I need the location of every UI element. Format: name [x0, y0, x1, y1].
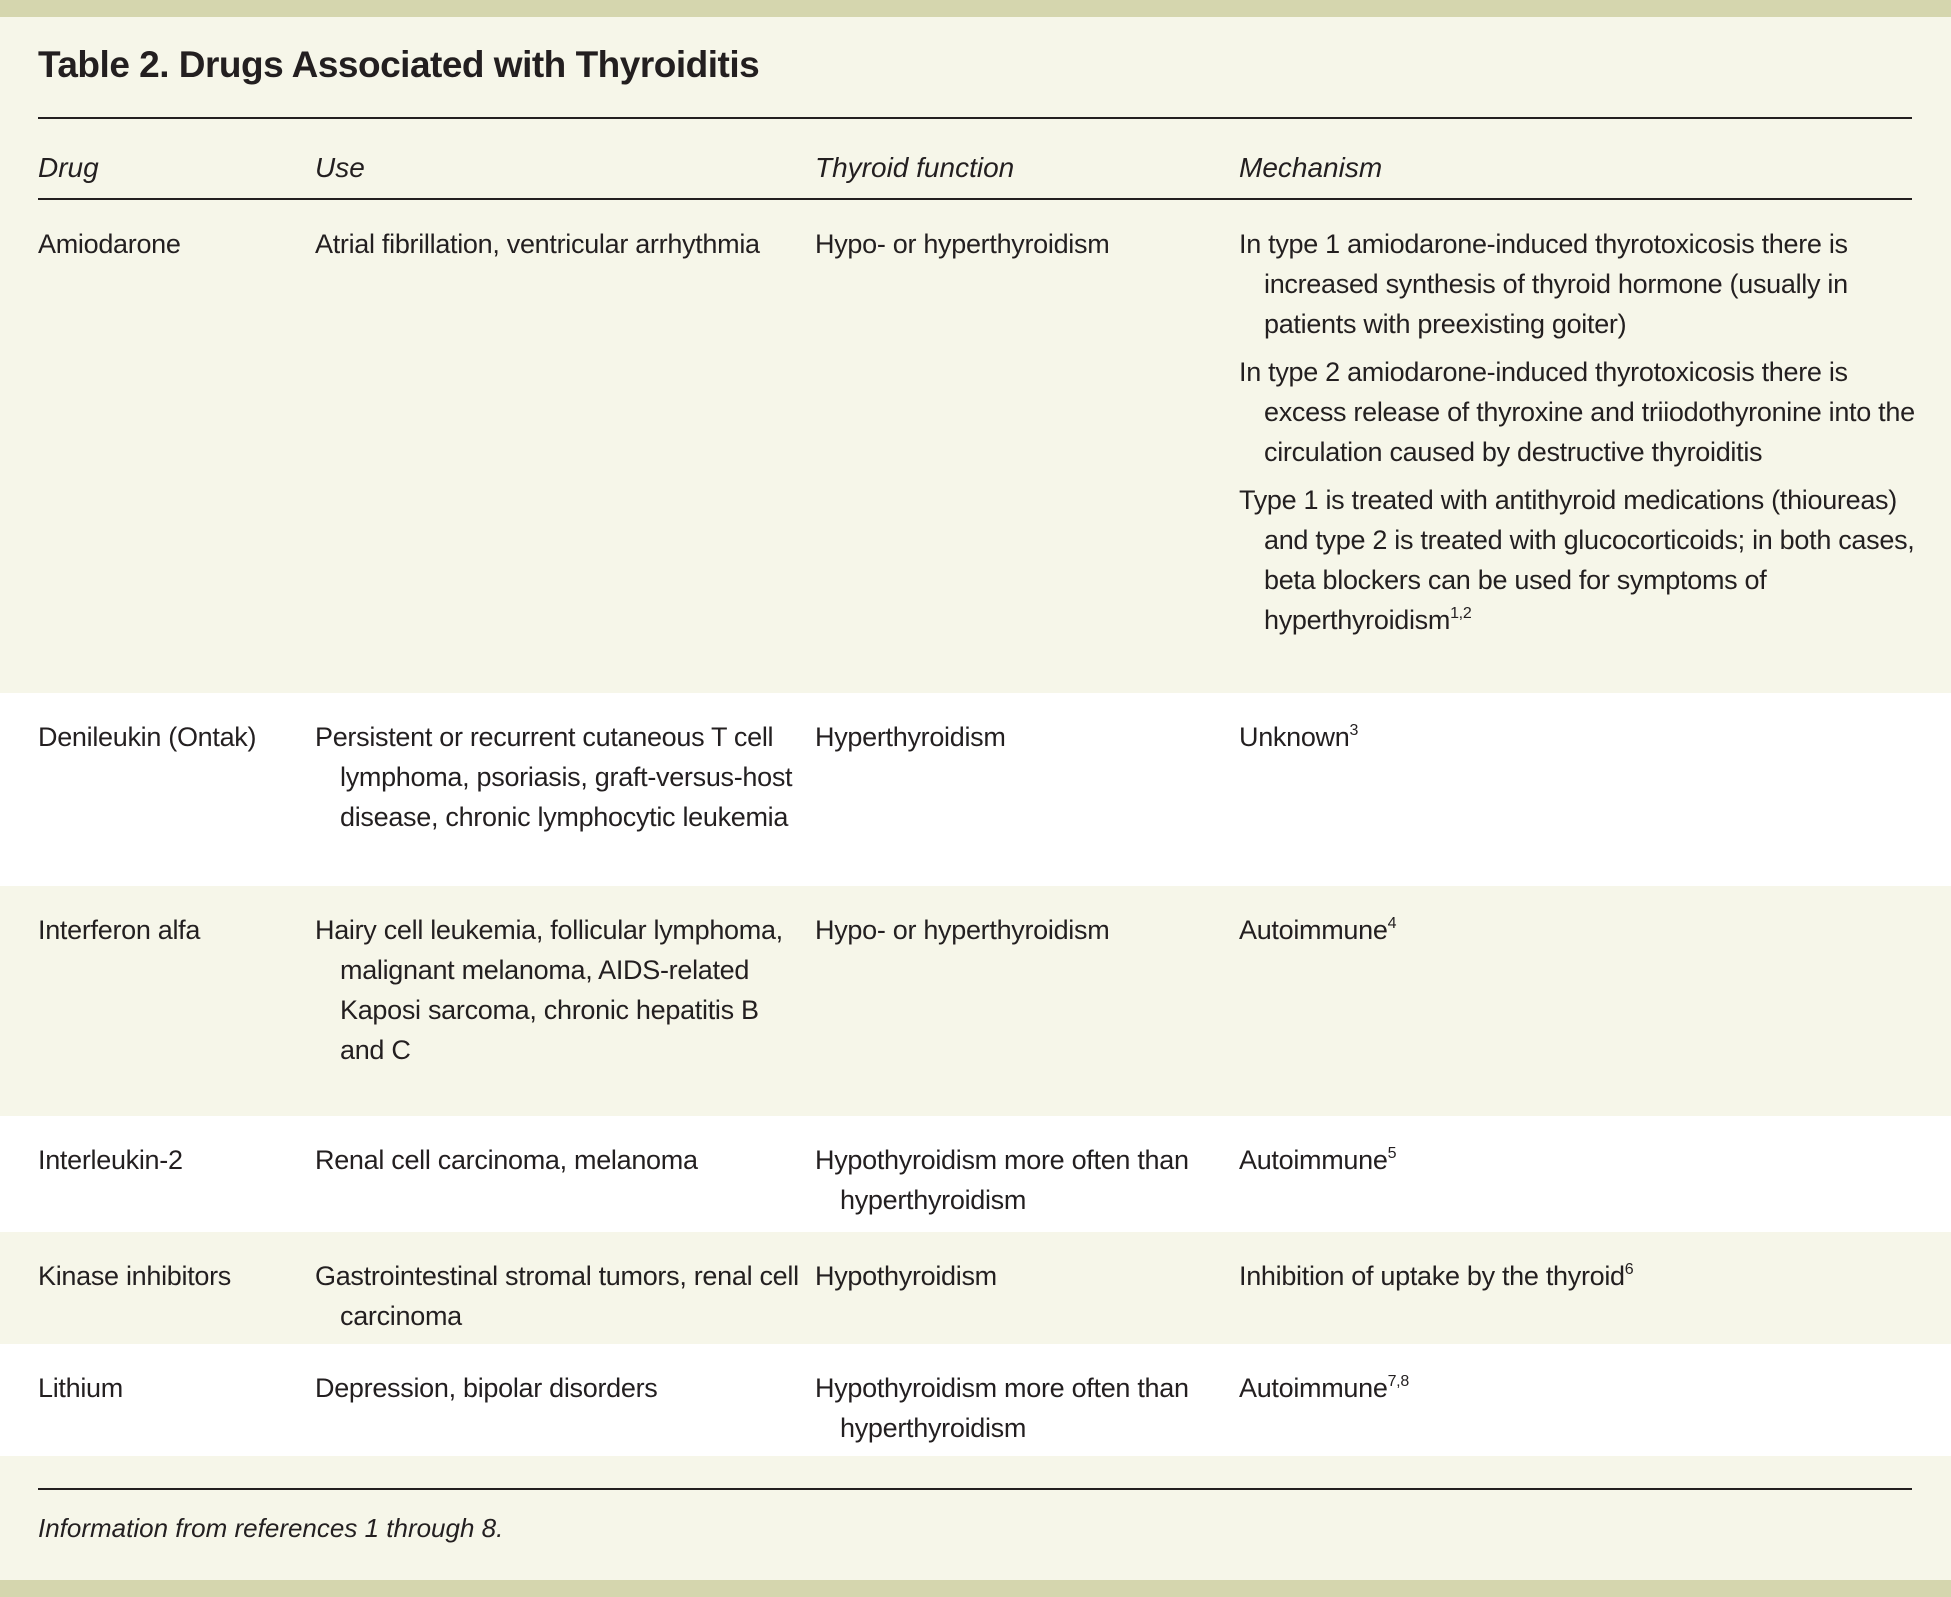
mechanism-cell — [1239, 224, 1929, 648]
use-cell: Renal cell carcinoma, melanoma — [315, 1145, 698, 1175]
footer-rule — [38, 1488, 1912, 1490]
thyroid-function-cell: Hypothyroidism more often than hyperthyroidism — [815, 1145, 1189, 1215]
title-rule — [38, 117, 1912, 119]
mechanism-paragraph — [1239, 910, 1929, 950]
mechanism-text: Unknown — [1239, 722, 1350, 752]
header-mechanism: Mechanism — [1239, 152, 1383, 183]
reference-superscript: 5 — [1387, 1145, 1397, 1162]
use-cell: Persistent or recurrent cutaneous T cell lymphoma, psoriasis, graft-versus-host disease, chronic lymphocytic leukemia — [315, 722, 793, 832]
header-use: Use — [315, 152, 365, 183]
table-row — [0, 1116, 1951, 1232]
drug-cell: Kinase inhibitors — [38, 1261, 232, 1291]
drug-cell: Interleukin-2 — [38, 1145, 183, 1175]
use-cell: Depression, bipolar disorders — [315, 1373, 658, 1403]
table-row — [0, 886, 1951, 1116]
thyroid-function-cell: Hypothyroidism — [815, 1261, 997, 1291]
mechanism-paragraph — [1239, 224, 1929, 344]
table-row — [0, 1344, 1951, 1456]
table-title: Table 2. Drugs Associated with Thyroiditis — [38, 44, 760, 85]
mechanism-paragraph — [1239, 352, 1929, 472]
drug-cell: Amiodarone — [38, 229, 181, 259]
header-thyroid-function: Thyroid function — [815, 152, 1015, 183]
mechanism-paragraph — [1239, 1256, 1929, 1296]
mechanism-text: Inhibition of uptake by the thyroid — [1239, 1261, 1625, 1291]
use-cell: Hairy cell leukemia, follicular lymphoma, malignant melanoma, AIDS-related Kaposi sarcoma, chronic hepatitis B and C — [315, 915, 783, 1065]
drug-cell: Interferon alfa — [38, 915, 201, 945]
top-band — [0, 0, 1951, 17]
mechanism-text: Autoimmune — [1239, 1145, 1388, 1175]
mechanism-paragraph — [1239, 1368, 1929, 1408]
header-drug: Drug — [38, 152, 99, 183]
mechanism-cell — [1239, 1256, 1929, 1304]
mechanism-text: In type 2 amiodarone-induced thyrotoxicosis there is excess release of thyroxine and triiodothyronine into the circulation caused by destructive thyroiditis — [1239, 357, 1915, 467]
table-row — [0, 200, 1951, 693]
table-row — [0, 693, 1951, 886]
mechanism-cell — [1239, 1140, 1929, 1188]
thyroid-function-cell: Hypo- or hyperthyroidism — [815, 229, 1110, 259]
drug-cell: Denileukin (Ontak) — [38, 722, 257, 752]
mechanism-text: Autoimmune — [1239, 915, 1388, 945]
reference-superscript: 7,8 — [1387, 1373, 1409, 1390]
reference-superscript: 3 — [1349, 722, 1359, 739]
reference-superscript: 6 — [1624, 1261, 1634, 1278]
mechanism-cell — [1239, 717, 1929, 765]
use-cell: Gastrointestinal stromal tumors, renal cell carcinoma — [315, 1261, 799, 1331]
table-row — [0, 1232, 1951, 1344]
use-cell: Atrial fibrillation, ventricular arrhythmia — [315, 229, 760, 259]
mechanism-text: Autoimmune — [1239, 1373, 1388, 1403]
mechanism-cell — [1239, 910, 1929, 958]
reference-superscript: 1,2 — [1450, 605, 1472, 622]
mechanism-paragraph — [1239, 717, 1929, 757]
footnote: Information from references 1 through 8. — [38, 1513, 504, 1543]
mechanism-cell — [1239, 1368, 1929, 1416]
thyroid-function-cell: Hypo- or hyperthyroidism — [815, 915, 1110, 945]
thyroid-function-cell: Hypothyroidism more often than hyperthyroidism — [815, 1373, 1189, 1443]
reference-superscript: 4 — [1387, 915, 1397, 932]
bottom-band — [0, 1580, 1951, 1597]
thyroid-function-cell: Hyperthyroidism — [815, 722, 1006, 752]
mechanism-paragraph — [1239, 1140, 1929, 1180]
mechanism-paragraph — [1239, 480, 1929, 640]
drug-cell: Lithium — [38, 1373, 123, 1403]
mechanism-text: Type 1 is treated with antithyroid medications (thioureas) and type 2 is treated with glucocorticoids; in both cases, beta blockers can be used for symptoms of hyperthyroidism — [1239, 485, 1915, 635]
mechanism-text: In type 1 amiodarone-induced thyrotoxicosis there is increased synthesis of thyroid hormone (usually in patients with preexisting goiter) — [1239, 229, 1848, 339]
